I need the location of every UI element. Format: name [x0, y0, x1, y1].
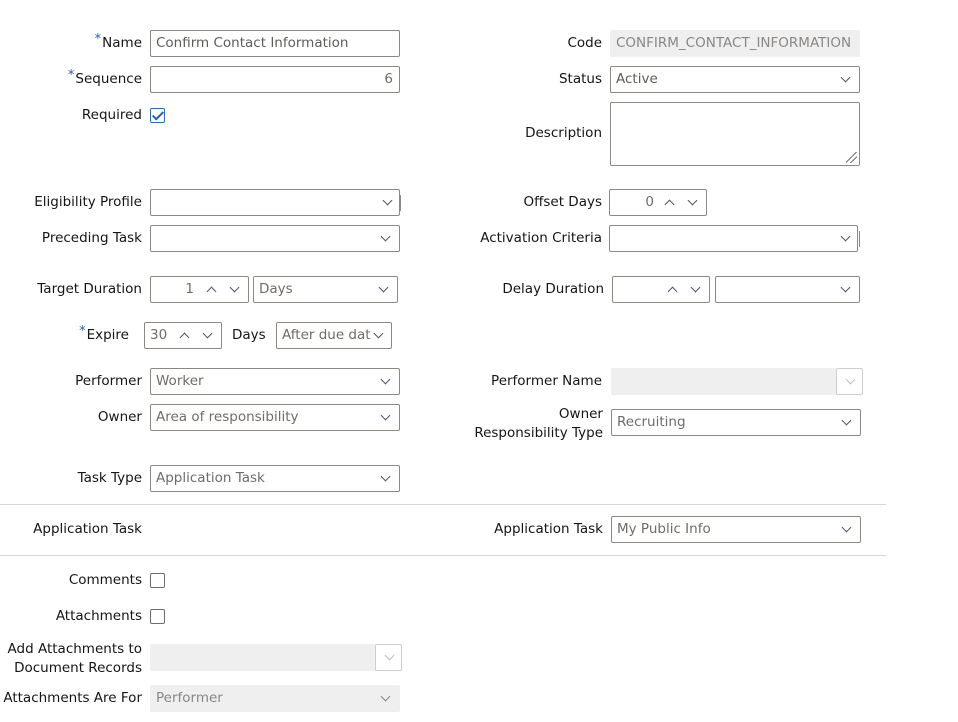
target-duration-value: 1 [185, 281, 194, 297]
attachments-for-label: Attachments Are For [3, 690, 142, 706]
expire-relative-value: After due dat [282, 327, 371, 343]
target-duration-unit: Days [259, 281, 293, 297]
attachments-for-select [150, 685, 400, 712]
owner-select[interactable] [150, 404, 400, 431]
sequence-input[interactable]: 6 [150, 66, 400, 93]
chevron-down-icon[interactable] [374, 328, 384, 338]
application-task-select[interactable] [611, 516, 861, 543]
name-label [94, 32, 142, 52]
performer-value: Worker [156, 373, 204, 389]
required-label: Required [81, 107, 142, 123]
owner-label: Owner [97, 409, 142, 425]
add-attachments-label [8, 640, 142, 678]
increment-icon[interactable] [180, 332, 190, 342]
chevron-down-icon[interactable] [842, 415, 852, 425]
divider [859, 231, 860, 247]
offset-days-label: Offset Days [523, 194, 602, 210]
performer-label: Performer [75, 373, 142, 389]
attachments-label: Attachments [55, 608, 142, 624]
chevron-down-icon[interactable] [841, 72, 851, 82]
description-label: Description [525, 125, 602, 141]
divider [400, 195, 401, 211]
performer-name-label: Performer Name [491, 373, 602, 389]
chevron-down-icon[interactable] [381, 471, 391, 481]
increment-icon[interactable] [207, 286, 217, 296]
expire-label-text: Expire [86, 327, 129, 343]
required-indicator: * [94, 32, 102, 47]
description-textarea[interactable] [610, 102, 860, 166]
performer-name-field [611, 368, 837, 395]
increment-icon[interactable] [665, 199, 675, 209]
attachments-checkbox[interactable] [150, 609, 165, 624]
comments-label: Comments [68, 572, 142, 588]
delay-duration-label: Delay Duration [502, 281, 604, 297]
owner-resp-type-select[interactable] [611, 409, 861, 436]
owner-resp-type-label-line1: Owner [558, 406, 603, 422]
eligibility-profile-select[interactable] [150, 189, 400, 216]
status-value: Active [616, 71, 658, 87]
expire-value: 30 [150, 327, 168, 343]
task-type-value: Application Task [156, 470, 265, 486]
chevron-down-icon[interactable] [383, 195, 393, 205]
chevron-down-icon[interactable] [381, 410, 391, 420]
owner-value: Area of responsibility [156, 409, 299, 425]
required-checkbox[interactable] [150, 108, 165, 123]
required-indicator: * [67, 68, 75, 83]
target-duration-label: Target Duration [37, 281, 142, 297]
expire-relative-select[interactable] [276, 322, 392, 349]
delay-duration-stepper[interactable] [612, 276, 710, 303]
add-attachments-label-line2: Document Records [14, 660, 142, 676]
target-duration-unit-select[interactable] [253, 276, 398, 303]
name-input[interactable]: Confirm Contact Information [150, 30, 400, 57]
performer-select[interactable] [150, 368, 400, 395]
preceding-task-label: Preceding Task [41, 230, 142, 246]
section-application-task-label: Application Task [33, 521, 142, 537]
name-label-text: Name [102, 35, 142, 51]
chevron-down-icon[interactable] [385, 650, 395, 660]
application-task-label: Application Task [494, 521, 603, 537]
resize-handle-icon[interactable] [846, 152, 857, 163]
decrement-icon[interactable] [688, 195, 698, 205]
owner-resp-type-value: Recruiting [617, 414, 686, 430]
offset-days-value: 0 [645, 194, 654, 210]
chevron-down-icon[interactable] [841, 282, 851, 292]
add-attachments-field [150, 644, 376, 671]
chevron-down-icon[interactable] [379, 282, 389, 292]
expire-unit-text: Days [232, 327, 266, 343]
code-label: Code [567, 35, 602, 51]
activation-criteria-select[interactable] [609, 225, 858, 252]
decrement-icon[interactable] [230, 282, 240, 292]
owner-resp-type-label [474, 405, 603, 443]
add-attachments-label-line1: Add Attachments to [7, 641, 142, 657]
sequence-label [67, 68, 142, 88]
chevron-down-icon[interactable] [381, 374, 391, 384]
comments-checkbox[interactable] [150, 573, 165, 588]
chevron-down-icon[interactable] [841, 231, 851, 241]
chevron-down-icon[interactable] [381, 231, 391, 241]
offset-days-stepper[interactable] [609, 189, 707, 216]
section-divider [0, 555, 886, 556]
chevron-down-icon [381, 691, 391, 701]
performer-name-dropdown-button[interactable] [836, 368, 863, 395]
task-type-label: Task Type [77, 470, 142, 486]
add-attachments-dropdown-button[interactable] [375, 644, 402, 671]
eligibility-profile-label: Eligibility Profile [34, 194, 142, 210]
chevron-down-icon[interactable] [846, 374, 856, 384]
code-field: CONFIRM_CONTACT_INFORMATION [610, 30, 860, 57]
preceding-task-select[interactable] [150, 225, 400, 252]
chevron-down-icon[interactable] [842, 522, 852, 532]
status-label: Status [558, 71, 602, 87]
required-indicator: * [79, 324, 86, 339]
target-duration-stepper[interactable] [150, 276, 249, 303]
increment-icon[interactable] [668, 286, 678, 296]
status-select[interactable] [610, 66, 860, 93]
decrement-icon[interactable] [203, 328, 213, 338]
activation-criteria-label: Activation Criteria [480, 230, 602, 246]
expire-label [79, 324, 129, 344]
section-divider [0, 504, 886, 505]
application-task-value: My Public Info [617, 521, 711, 537]
delay-duration-unit-select[interactable] [715, 276, 860, 303]
expire-stepper[interactable] [144, 322, 222, 349]
decrement-icon[interactable] [691, 282, 701, 292]
sequence-label-text: Sequence [75, 71, 142, 87]
attachments-for-value: Performer [156, 690, 223, 706]
task-type-select[interactable] [150, 465, 400, 492]
owner-resp-type-label-line2: Responsibility Type [474, 425, 603, 441]
